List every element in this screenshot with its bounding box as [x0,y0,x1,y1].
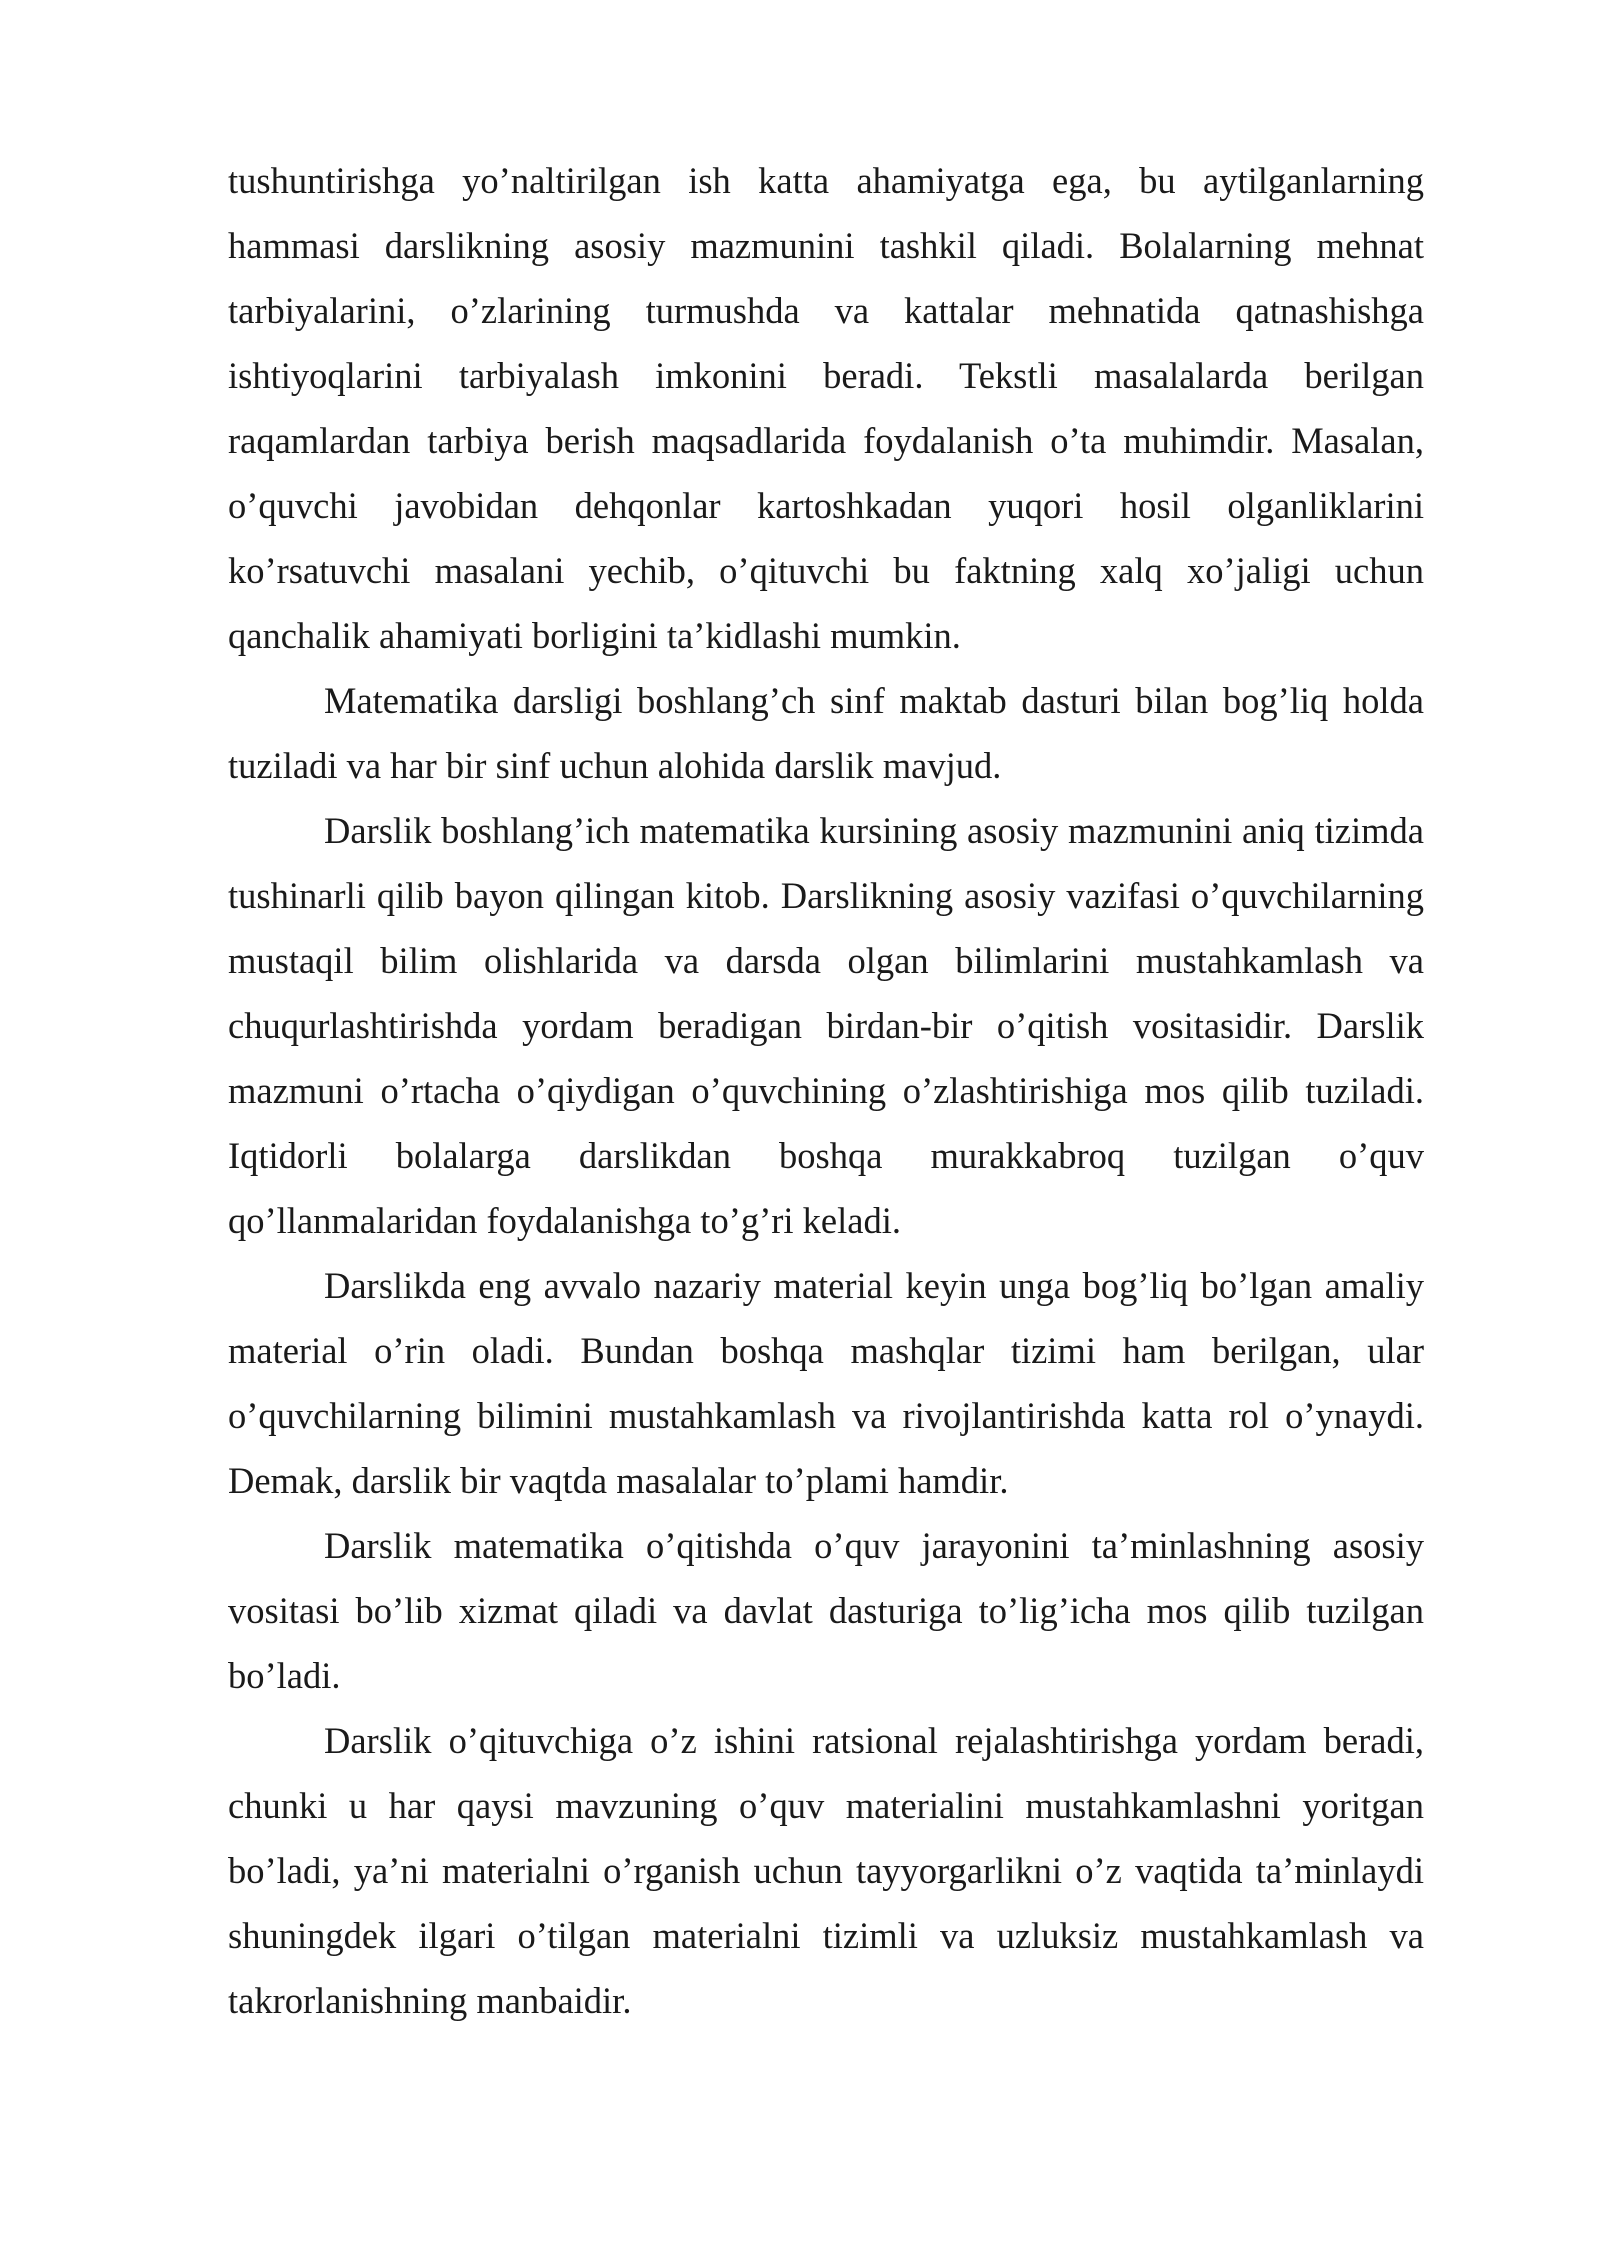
paragraph-continued: tushuntirishga yo’naltirilgan ish katta ahamiyatga ega, bu aytilganlarning hammasi darslikning asosiy mazmunini tashkil qiladi. Bolalarning mehnat tarbiyalarini, o’zlarining turmushda va kattalar mehnatida qatnashishga ishtiyoqlarini tarbiyalash imkonini beradi. Tekstli masalalarda berilgan raqamlardan tarbiya berish maqsadlarida foydalanish o’ta muhimdir. Masalan, o’quvchi javobidan dehqonlar kartoshkadan yuqori hosil olganliklarini ko’rsatuvchi masalani yechib, o’qituvchi bu faktning xalq xo’jaligi uchun qanchalik ahamiyati borligini ta’kidlashi mumkin. [228,160,1424,656]
paragraph: Matematika darsligi boshlang’ch sinf maktab dasturi bilan bog’liq holda tuziladi va har bir sinf uchun alohida darslik mavjud. [228,680,1424,786]
paragraph: Darslik boshlang’ich matematika kursining asosiy mazmunini aniq tizimda tushinarli qilib bayon qilingan kitob. Darslikning asosiy vazifasi o’quvchilarning mustaqil bilim olishlarida va darsda olgan bilimlarini mustahkamlash va chuqurlashtirishda yordam beradigan birdan-bir o’qitish vositasidir. Darslik mazmuni o’rtacha o’qiydigan o’quvchining o’zlashtirishiga mos qilib tuziladi. Iqtidorli bolalarga darslikdan boshqa murakkabroq tuzilgan o’quv qo’llanmalaridan foydalanishga to’g’ri keladi. [228,810,1424,1241]
paragraph: Darslikda eng avvalo nazariy material keyin unga bog’liq bo’lgan amaliy material o’rin oladi. Bundan boshqa mashqlar tizimi ham berilgan, ular o’quvchilarning bilimini mustahkamlash va rivojlantirishda katta rol o’ynaydi. Demak, darslik bir vaqtda masalalar to’plami hamdir. [228,1265,1424,1501]
paragraph: Darslik matematika o’qitishda o’quv jarayonini ta’minlashning asosiy vositasi bo’lib xizmat qiladi va davlat dasturiga to’lig’icha mos qilib tuzilgan bo’ladi. [228,1525,1424,1696]
body-text [228,148,1424,2033]
paragraph: Darslik o’qituvchiga o’z ishini ratsional rejalashtirishga yordam beradi, chunki u har qaysi mavzuning o’quv materialini mustahkamlashni yoritgan bo’ladi, ya’ni materialni o’rganish uchun tayyorgarlikni o’z vaqtida ta’minlaydi shuningdek ilgari o’tilgan materialni tizimli va uzluksiz mustahkamlash va takrorlanishning manbaidir. [228,1720,1424,2021]
